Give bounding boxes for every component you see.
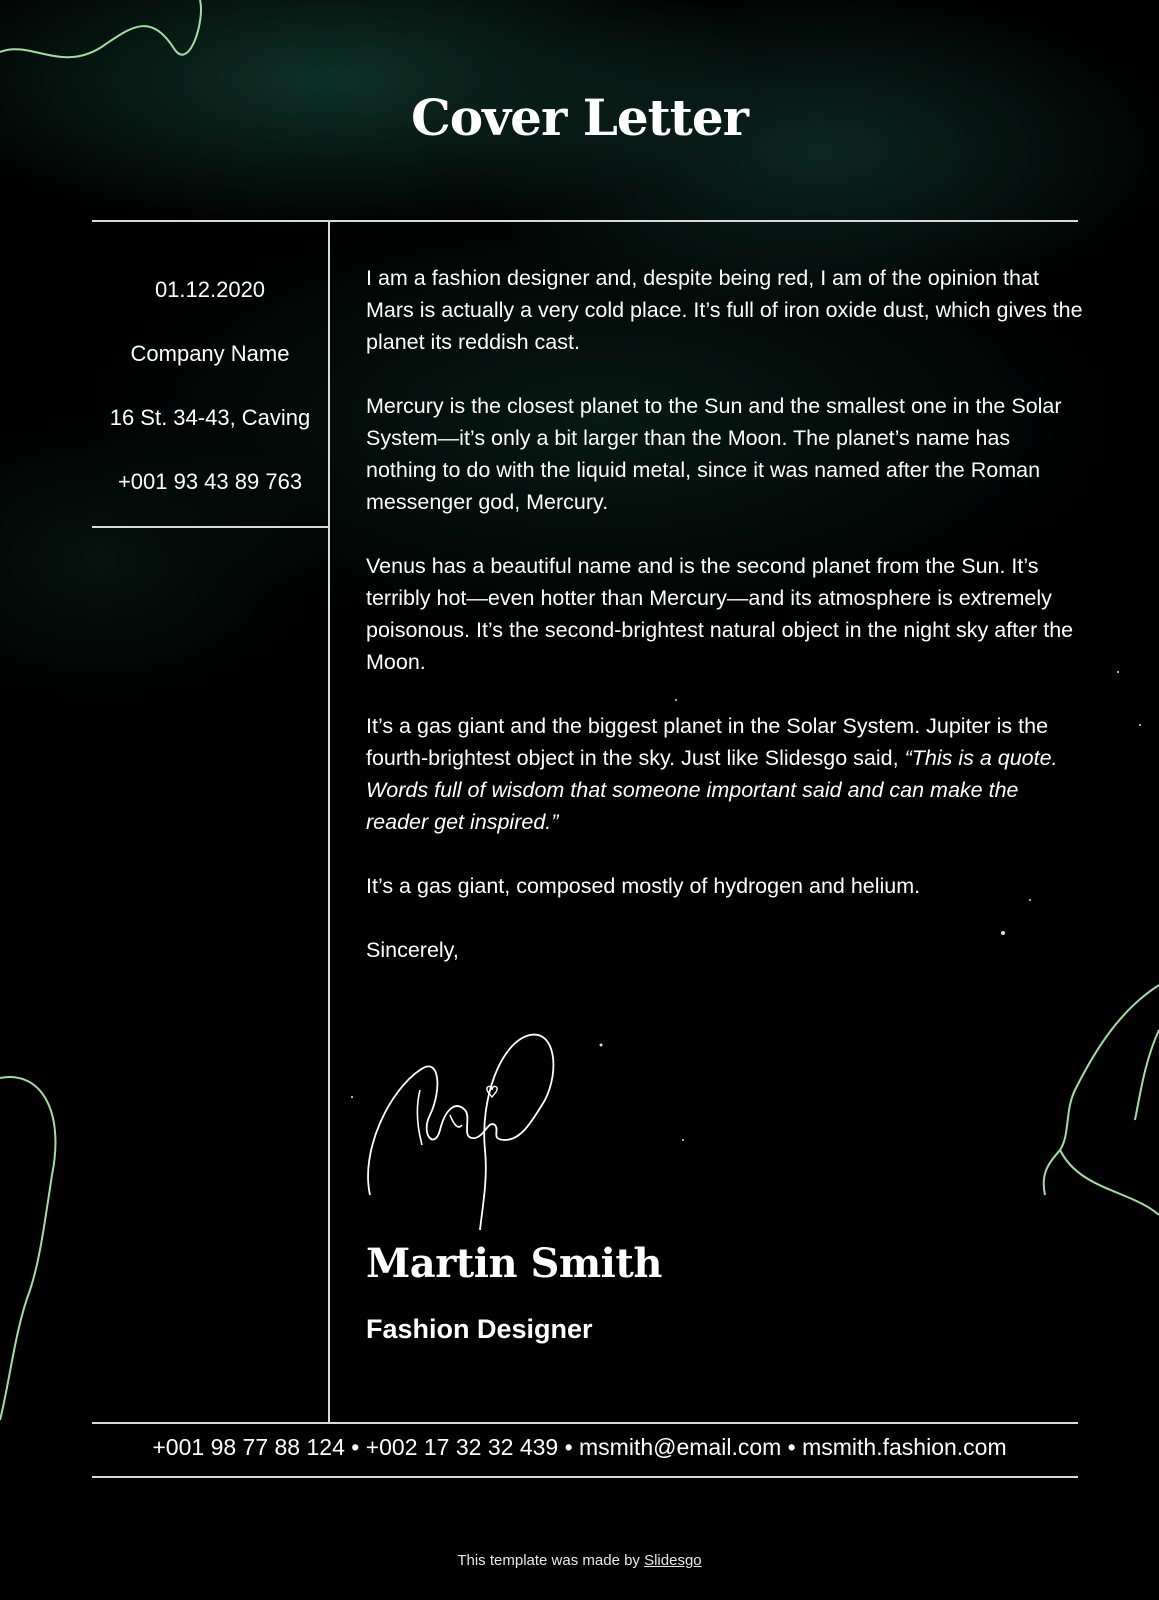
letter-date: 01.12.2020 xyxy=(154,277,266,302)
page-title: Cover Letter xyxy=(410,88,749,147)
paragraph-venus: Venus has a beautiful name and is the second planet from the Sun. It’s terribly hot—even hotter than Mercury—and its atmosphere is extremely poisonous. It’s the second-brightest natural object in the night sky after the Moon. xyxy=(366,554,1074,674)
paragraph-mercury: Mercury is the closest planet to the Sun and the smallest one in the Solar System—it’s only a bit larger than the Moon. The planet’s name has nothing to do with the liquid metal, since it was named after the Roman messenger god, Mercury. xyxy=(366,394,1062,514)
right-swirl xyxy=(1044,985,1159,1215)
left-swirl xyxy=(0,1077,55,1420)
top-rule xyxy=(92,220,1078,222)
star xyxy=(1117,671,1119,673)
contact-line: +001 98 77 88 124 • +002 17 32 32 439 • msmith@email.com • msmith.fashion.com xyxy=(152,1434,1007,1460)
star xyxy=(1139,724,1141,726)
column-divider xyxy=(328,220,330,1424)
footer-rule xyxy=(92,1476,1078,1478)
letter-body xyxy=(366,262,1086,998)
slidesgo-link[interactable]: Slidesgo xyxy=(644,1552,702,1569)
bottom-rule xyxy=(92,1422,1078,1424)
left-info-rule xyxy=(92,526,328,528)
company-phone: +001 93 43 89 763 xyxy=(117,469,303,494)
signer-role: Fashion Designer xyxy=(366,1314,593,1344)
template-credit xyxy=(0,1552,1159,1569)
signer-name: Martin Smith xyxy=(366,1240,662,1287)
quote-text: “This is a quote. Words full of wisdom that someone important said and can make the reader get inspired.” xyxy=(366,746,1058,834)
company-name: Company Name xyxy=(130,341,290,366)
handwritten-signature xyxy=(360,1030,570,1230)
paragraph-gas-giant: It’s a gas giant, composed mostly of hydrogen and helium. xyxy=(366,874,921,898)
paragraph-jupiter xyxy=(366,710,1086,838)
sender-info xyxy=(92,258,328,514)
star xyxy=(600,1044,603,1047)
top-left-swirl xyxy=(0,0,201,57)
star xyxy=(351,1096,353,1098)
star xyxy=(682,1139,684,1141)
company-address: 16 St. 34-43, Caving xyxy=(109,405,311,430)
paragraph-jupiter-text: It’s a gas giant and the biggest planet in the Solar System. Jupiter is the fourth-brightest object in the sky. Just like Slidesgo said, xyxy=(366,714,1049,770)
credit-text: This template was made by xyxy=(457,1552,645,1569)
paragraph-mars: I am a fashion designer and, despite being red, I am of the opinion that Mars is actually a very cold place. It’s full of iron oxide dust, which gives the planet its reddish cast. xyxy=(366,266,1083,354)
closing-line: Sincerely, xyxy=(366,938,459,962)
